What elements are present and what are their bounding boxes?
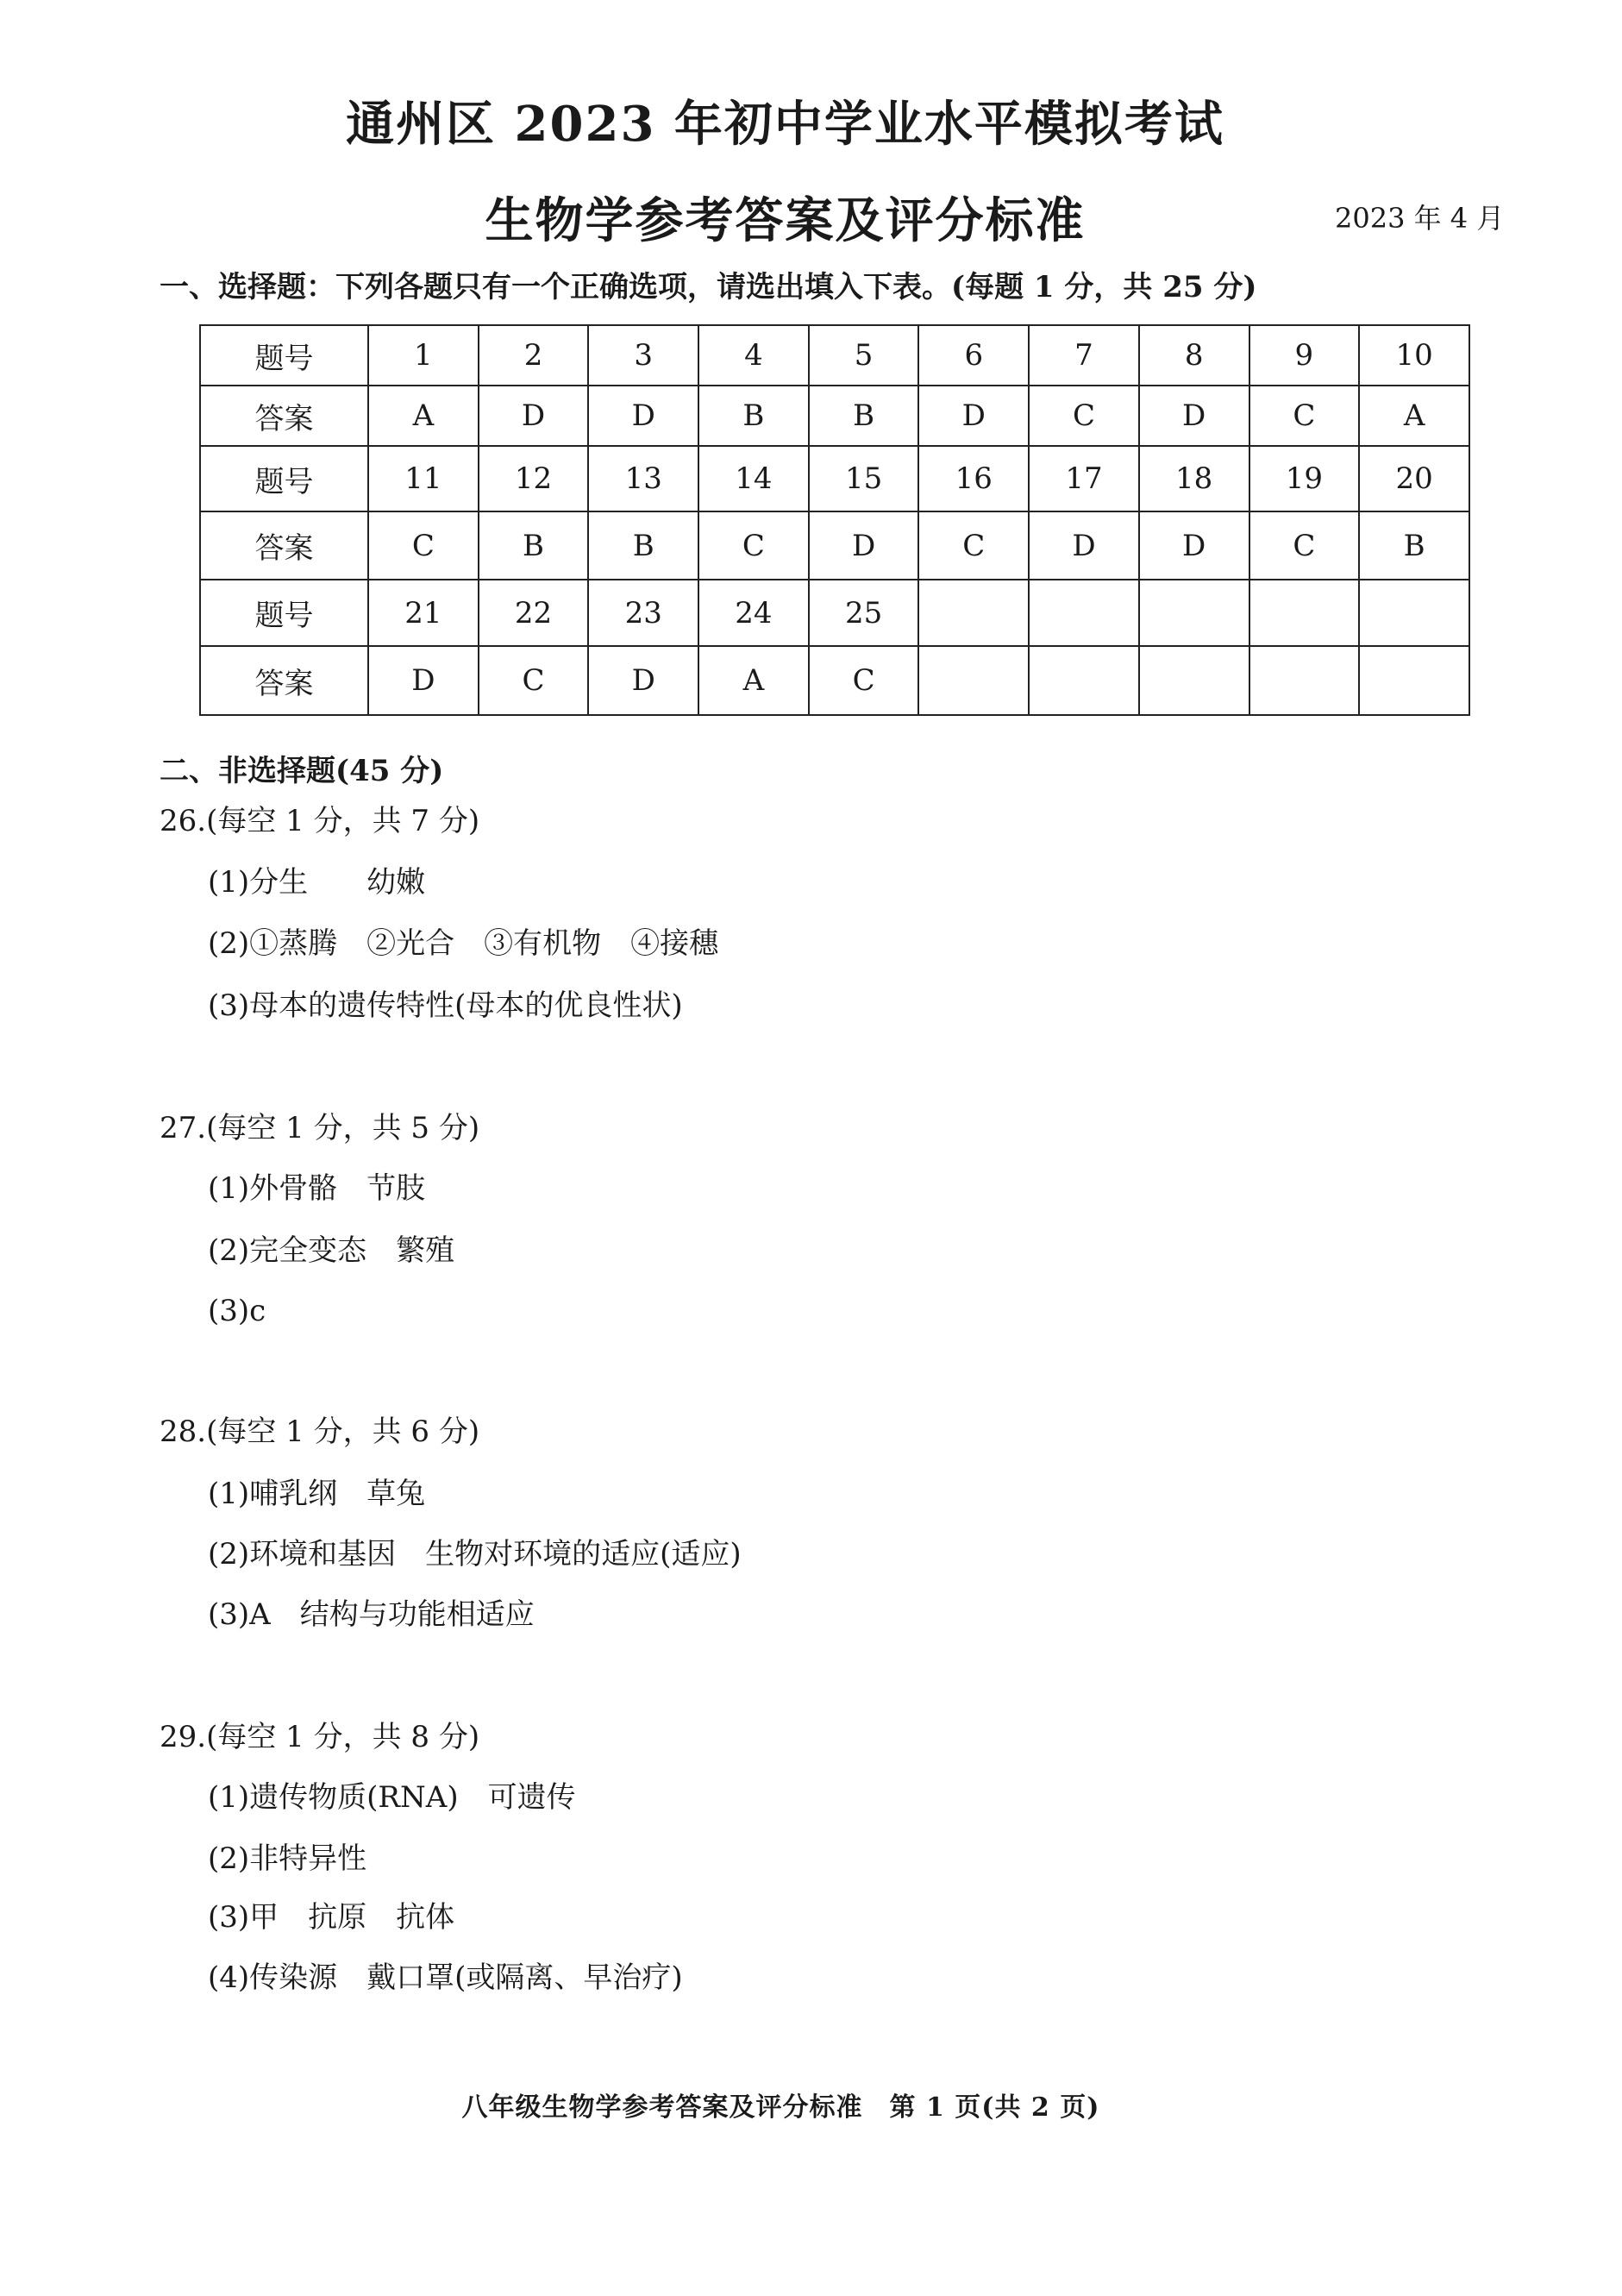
answer-item: (2)完全变态 繁殖 xyxy=(208,1233,455,1268)
question-number-cell: 1 xyxy=(368,325,479,386)
page-footer: 八年级生物学参考答案及评分标准 第 1 页(共 2 页) xyxy=(461,2092,1100,2123)
answer-cell: D xyxy=(479,386,589,446)
question-number-cell: 19 xyxy=(1249,446,1360,511)
answer-cell xyxy=(1139,646,1249,715)
question-number-cell: 6 xyxy=(918,325,1029,386)
answer-cell: C xyxy=(809,646,919,715)
answer-item: (3)母本的遗传特性(母本的优良性状) xyxy=(208,988,683,1023)
row-label: 答案 xyxy=(200,386,368,446)
row-label: 题号 xyxy=(200,325,368,386)
question-number-cell: 17 xyxy=(1029,446,1139,511)
answer-row xyxy=(200,646,1469,715)
question-number-row xyxy=(200,580,1469,646)
answer-item: (1)外骨骼 节肢 xyxy=(208,1171,426,1206)
answer-cell: C xyxy=(1249,386,1360,446)
answer-cell: D xyxy=(1139,511,1249,580)
answer-cell xyxy=(1029,646,1139,715)
row-label: 答案 xyxy=(200,646,368,715)
answer-item: (3)甲 抗原 抗体 xyxy=(208,1900,455,1935)
answer-cell: C xyxy=(1029,386,1139,446)
answer-item: (3)A 结构与功能相适应 xyxy=(208,1597,535,1632)
answer-row xyxy=(200,386,1469,446)
question-number-cell: 3 xyxy=(588,325,698,386)
answer-item: (4)传染源 戴口罩(或隔离、早治疗) xyxy=(208,1960,683,1995)
question-number-cell: 18 xyxy=(1139,446,1249,511)
question-title: 29.(每空 1 分，共 8 分) xyxy=(160,1720,480,1754)
question-number-cell: 14 xyxy=(698,446,809,511)
answer-item: (1)分生 幼嫩 xyxy=(208,865,426,900)
question-number-row xyxy=(200,325,1469,386)
answer-cell: A xyxy=(1359,386,1469,446)
answer-item: (1)哺乳纲 草兔 xyxy=(208,1477,426,1511)
answer-cell xyxy=(1249,646,1360,715)
answer-cell: C xyxy=(368,511,479,580)
answer-cell: B xyxy=(588,511,698,580)
question-number-cell: 10 xyxy=(1359,325,1469,386)
answer-cell: B xyxy=(1359,511,1469,580)
question-number-cell: 9 xyxy=(1249,325,1360,386)
answer-cell: D xyxy=(588,646,698,715)
question-title: 28.(每空 1 分，共 6 分) xyxy=(160,1415,480,1449)
question-number-cell: 4 xyxy=(698,325,809,386)
question-number-cell: 8 xyxy=(1139,325,1249,386)
question-number-cell: 23 xyxy=(588,580,698,646)
question-number-cell xyxy=(1249,580,1360,646)
answer-cell xyxy=(1359,646,1469,715)
answer-row xyxy=(200,511,1469,580)
document-subtitle: 生物学参考答案及评分标准 xyxy=(485,192,1086,249)
row-label: 题号 xyxy=(200,580,368,646)
answer-item: (3)c xyxy=(208,1294,266,1328)
answer-cell: C xyxy=(1249,511,1360,580)
answer-cell: D xyxy=(1139,386,1249,446)
answer-cell: B xyxy=(698,386,809,446)
question-number-cell: 13 xyxy=(588,446,698,511)
document-title: 通州区 2023 年初中学业水平模拟考试 xyxy=(346,96,1224,153)
answer-cell: D xyxy=(809,511,919,580)
question-number-cell: 7 xyxy=(1029,325,1139,386)
question-number-cell: 25 xyxy=(809,580,919,646)
question-number-cell: 11 xyxy=(368,446,479,511)
answer-cell: B xyxy=(809,386,919,446)
answer-cell: C xyxy=(479,646,589,715)
question-number-cell: 20 xyxy=(1359,446,1469,511)
answer-item: (2)非特异性 xyxy=(208,1841,367,1876)
question-number-cell xyxy=(1139,580,1249,646)
answer-item: (2)①蒸腾 ②光合 ③有机物 ④接穗 xyxy=(208,926,719,961)
answer-cell: C xyxy=(918,511,1029,580)
row-label: 题号 xyxy=(200,446,368,511)
answer-item: (1)遗传物质(RNA) 可遗传 xyxy=(208,1780,576,1815)
answer-cell: D xyxy=(1029,511,1139,580)
question-number-cell xyxy=(1029,580,1139,646)
question-number-cell: 22 xyxy=(479,580,589,646)
question-number-cell: 16 xyxy=(918,446,1029,511)
answer-item: (2)环境和基因 生物对环境的适应(适应) xyxy=(208,1537,742,1571)
question-number-cell: 24 xyxy=(698,580,809,646)
row-label: 答案 xyxy=(200,511,368,580)
question-number-cell xyxy=(918,580,1029,646)
section2-heading: 二、非选择题(45 分) xyxy=(160,754,444,788)
question-number-cell xyxy=(1359,580,1469,646)
answer-cell: A xyxy=(368,386,479,446)
question-number-cell: 15 xyxy=(809,446,919,511)
answer-cell: B xyxy=(479,511,589,580)
answer-cell: A xyxy=(698,646,809,715)
question-title: 27.(每空 1 分，共 5 分) xyxy=(160,1111,480,1145)
answer-table xyxy=(199,324,1470,716)
question-title: 26.(每空 1 分，共 7 分) xyxy=(160,804,480,838)
question-number-cell: 21 xyxy=(368,580,479,646)
answer-cell: D xyxy=(368,646,479,715)
answer-cell: D xyxy=(588,386,698,446)
answer-cell: D xyxy=(918,386,1029,446)
question-number-cell: 5 xyxy=(809,325,919,386)
document-date: 2023 年 4 月 xyxy=(1335,202,1505,235)
question-number-cell: 2 xyxy=(479,325,589,386)
answer-cell xyxy=(918,646,1029,715)
answer-cell: C xyxy=(698,511,809,580)
question-number-cell: 12 xyxy=(479,446,589,511)
section1-heading: 一、选择题：下列各题只有一个正确选项，请选出填入下表。(每题 1 分，共 25 分) xyxy=(160,270,1257,304)
question-number-row xyxy=(200,446,1469,511)
